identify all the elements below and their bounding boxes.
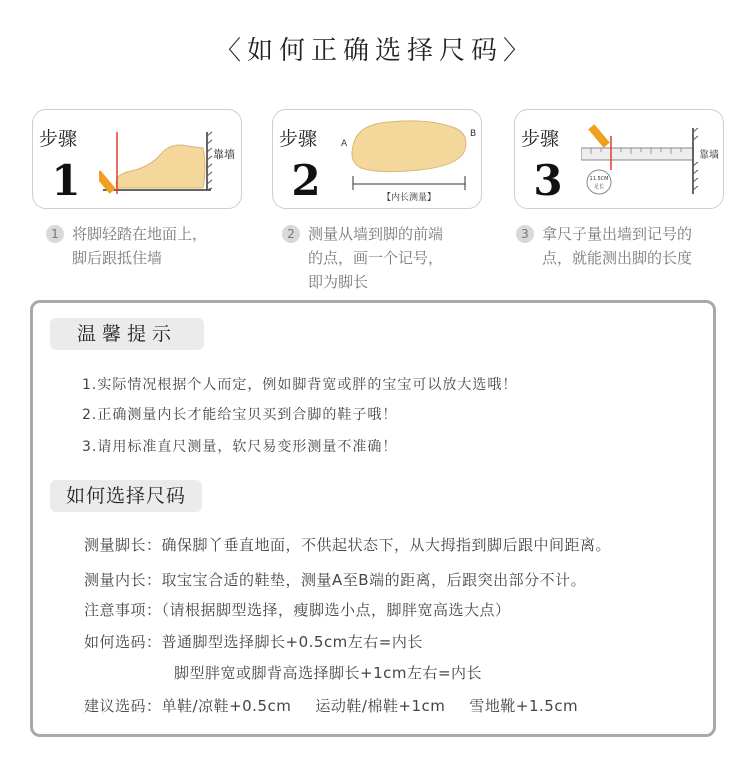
ruler-note-size: 11.5CM <box>589 176 609 182</box>
howto-heading: 如何选择尺码 <box>50 480 202 512</box>
step-badge <box>273 110 339 208</box>
tips-heading: 温馨提示 <box>50 318 204 350</box>
step-label: 步骤 <box>39 128 78 150</box>
tip-item: 1.实际情况根据个人而定，例如脚背宽或胖的宝宝可以放大选哦！ <box>82 377 518 393</box>
desc-line: 将脚轻踏在地面上， <box>72 225 208 243</box>
step-card-2 <box>272 109 482 209</box>
row-text: 运动鞋/棉鞋+1cm <box>315 697 446 715</box>
row-text: 确保脚丫垂直地面，不供起状态下，从大拇指到脚后跟中间距离。 <box>161 536 612 554</box>
row-text: 普通脚型选择脚长+0.5cm左右=内长 <box>161 633 423 651</box>
marker-a: A <box>341 139 348 149</box>
wall-label: 靠墙 <box>213 148 235 161</box>
ruler-measure-illustration <box>581 110 723 208</box>
foot-against-wall-illustration <box>99 110 241 208</box>
desc-line: 点，就能测出脚的长度 <box>542 249 693 267</box>
row-text: 脚型胖宽或脚背高选择脚长+1cm左右=内长 <box>174 664 483 682</box>
howto-row <box>84 569 586 590</box>
step-label: 步骤 <box>521 128 560 150</box>
step-card-3 <box>514 109 724 209</box>
row-text: 雪地靴+1.5cm <box>469 697 579 715</box>
step-description-3 <box>516 222 692 270</box>
step-card-1 <box>32 109 242 209</box>
step-number-circle: 3 <box>516 225 534 243</box>
row-text: 取宝宝合适的鞋垫，测量A至B端的距离，后跟突出部分不计。 <box>161 571 587 589</box>
step-number-circle: 1 <box>46 225 64 243</box>
page-title: 〈如何正确选择尺码〉 <box>214 36 535 66</box>
howto-row <box>84 534 611 555</box>
step-number: 1 <box>51 156 81 205</box>
row-label: 测量内长： <box>84 571 162 589</box>
row-text: （请根据脚型选择，瘦脚选小点，脚胖宽高选大点） <box>161 601 511 619</box>
step-badge <box>33 110 99 208</box>
desc-line: 拿尺子量出墙到记号的 <box>542 225 693 243</box>
step-label: 步骤 <box>279 128 318 150</box>
row-text: 单鞋/凉鞋+0.5cm <box>161 697 292 715</box>
row-label: 注意事项： <box>84 601 162 619</box>
tip-item: 3.请用标准直尺测量，软尺易变形测量不准确！ <box>82 439 398 455</box>
inner-length-caption: 【内长测量】 <box>381 193 437 203</box>
howto-row <box>84 631 423 652</box>
step-number-circle: 2 <box>282 225 300 243</box>
desc-line: 脚后跟抵住墙 <box>72 249 163 267</box>
marker-b: B <box>470 129 477 139</box>
step-description-2 <box>282 222 443 294</box>
wall-label: 靠墙 <box>699 150 719 161</box>
step-badge <box>515 110 581 208</box>
howto-row <box>84 695 578 716</box>
desc-line: 测量从墙到脚的前端 <box>308 225 444 243</box>
tip-item: 2.正确测量内长才能给宝贝买到合脚的鞋子哦！ <box>82 407 398 423</box>
row-label: 测量脚长： <box>84 536 162 554</box>
step-number: 2 <box>291 156 321 205</box>
step-number: 3 <box>533 156 563 205</box>
row-label: 建议选码： <box>84 697 162 715</box>
row-label: 如何选码： <box>84 633 162 651</box>
howto-row <box>84 599 511 620</box>
howto-row <box>174 662 482 683</box>
step-description-1 <box>46 222 207 270</box>
ruler-note-label: 足长 <box>593 184 605 190</box>
desc-line: 的点，画一个记号， <box>308 249 444 267</box>
desc-line: 即为脚长 <box>308 273 369 291</box>
insole-measure-illustration <box>339 110 481 208</box>
